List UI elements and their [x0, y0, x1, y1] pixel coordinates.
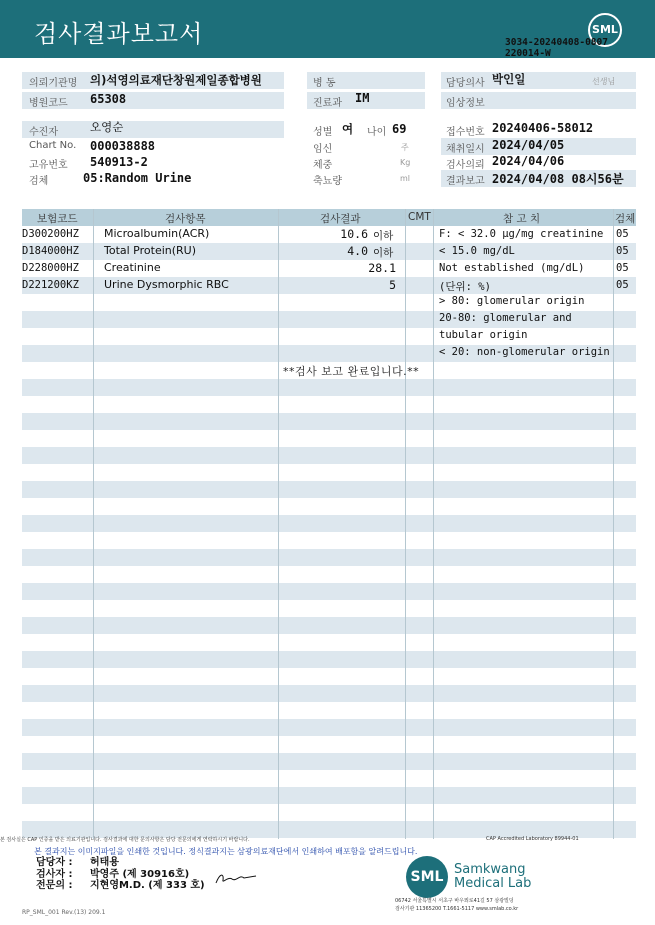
clinical-info-label: 임상정보	[446, 98, 485, 109]
institution-value: 의)석영의료재단창원제일종합병원	[90, 73, 262, 87]
row-result: 10.6	[340, 227, 368, 241]
form-id: RP_SML_001 Rev.(13) 209.1	[22, 909, 106, 916]
age-label: 나이	[367, 127, 387, 138]
table-row-band	[22, 753, 636, 770]
hospital-code-value: 65308	[90, 92, 127, 106]
col-header-specimen: 검체	[615, 213, 636, 225]
table-row-band	[22, 549, 636, 566]
urine-volume-unit: ml	[400, 174, 411, 183]
institution-label: 의뢰기관명	[29, 78, 78, 89]
report-completion-message: **검사 보고 완료입니다.**	[283, 365, 420, 378]
signer-value: 허태용	[90, 857, 119, 868]
column-divider	[433, 209, 434, 839]
receipt-no-value: 20240406-58012	[492, 121, 594, 135]
table-row-band	[22, 719, 636, 736]
row-specimen: 05	[616, 245, 629, 257]
request-date-label: 검사의뢰	[446, 160, 485, 171]
weight-unit: Kg	[400, 158, 411, 167]
row-result: 5	[389, 278, 396, 292]
table-row-band	[22, 583, 636, 600]
reference-line: 20-80: glomerular and	[439, 312, 572, 324]
row-result: 4.0	[347, 244, 368, 258]
table-row-band	[22, 787, 636, 804]
patient-name-value: 오영순	[90, 120, 124, 134]
report-date-label: 결과보고	[446, 176, 485, 187]
col-header-result: 검사결과	[320, 213, 361, 225]
department-value: IM	[355, 91, 370, 105]
reference-line: F: < 32.0 μg/mg creatinine	[439, 228, 604, 240]
col-header-insurance-code: 보험코드	[37, 213, 78, 225]
table-row-band	[22, 617, 636, 634]
signer-label: 담당자 :	[36, 857, 73, 868]
fine-print: 본 검사실은 CAP 인증을 받은 의료기관입니다. 검사결과에 대한 문의사항은 담당 전문의에게 연락하시기 바랍니다.	[0, 837, 250, 843]
patient-name-label: 수진자	[29, 127, 58, 138]
table-row-band	[22, 651, 636, 668]
column-divider	[93, 209, 94, 839]
receipt-no-label: 접수번호	[446, 127, 485, 138]
age-value: 69	[392, 122, 407, 136]
lab-name: Samkwang Medical Lab	[454, 862, 532, 891]
image-copy-notice: 본 결과지는 이미지파일을 인쇄한 것입니다. 정식결과지는 삼광의료재단에서 인쇄하여 배포함을 알려드립니다.	[34, 847, 418, 856]
report-number: 3034-20240408-0807 220014-W	[505, 37, 608, 59]
col-header-cmt: CMT	[408, 211, 431, 223]
urine-volume-label: 축뇨량	[313, 176, 342, 187]
sex-label: 성별	[313, 127, 333, 138]
row-result: 28.1	[368, 261, 396, 275]
row-specimen: 05	[616, 279, 629, 291]
row-result-flag: 이하	[373, 247, 394, 259]
specimen-label: 검체	[29, 176, 49, 187]
pregnancy-label: 임신	[313, 144, 333, 155]
specialist-value: 지현영M.D. (제 333 호)	[90, 880, 205, 891]
sex-value: 여	[342, 122, 354, 136]
reference-line: > 80: glomerular origin	[439, 295, 585, 307]
chart-no-value: 000038888	[90, 139, 156, 153]
table-row-band	[22, 379, 636, 396]
col-header-test-item: 검사항목	[165, 213, 206, 225]
unique-no-label: 고유번호	[29, 160, 68, 171]
column-divider	[613, 209, 614, 839]
row-specimen: 05	[616, 262, 629, 274]
pregnancy-unit: 주	[401, 143, 409, 152]
row-result-flag: 이하	[373, 230, 394, 242]
column-divider	[405, 209, 406, 839]
reference-line: < 15.0 mg/dL	[439, 245, 515, 257]
doctor-label: 담당의사	[446, 78, 485, 89]
report-date-value: 2024/04/08 08시56분	[492, 172, 624, 186]
row-test-item: Creatinine	[104, 261, 161, 274]
row-test-item: Total Protein(RU)	[104, 244, 197, 257]
unique-no-value: 540913-2	[90, 155, 148, 169]
ward-label: 병 동	[313, 78, 336, 89]
row-insurance-code: D300200HZ	[22, 228, 79, 240]
department-label: 진료과	[313, 98, 342, 109]
tester-label: 검사자 :	[36, 869, 73, 880]
sml-logo-icon: SML	[588, 13, 622, 47]
row-insurance-code: D184000HZ	[22, 245, 79, 257]
table-row-band	[22, 481, 636, 498]
column-divider	[278, 209, 279, 839]
signature-icon	[214, 870, 258, 886]
table-row-band	[22, 413, 636, 430]
page-title: 검사결과보고서	[34, 20, 204, 48]
reference-line: (단위: %)	[439, 281, 491, 293]
reference-line: Not established (mg/dL)	[439, 262, 585, 274]
row-insurance-code: D228000HZ	[22, 262, 79, 274]
cap-accreditation: CAP Accredited Laboratory 89944-01	[486, 836, 579, 842]
table-row-band	[22, 515, 636, 532]
specimen-value: 05:Random Urine	[83, 171, 192, 185]
reference-line: tubular origin	[439, 329, 528, 341]
table-row-band	[22, 447, 636, 464]
weight-label: 체중	[313, 160, 333, 171]
doctor-value: 박인일	[492, 72, 526, 86]
hospital-code-label: 병원코드	[29, 98, 68, 109]
row-test-item: Microalbumin(ACR)	[104, 227, 210, 240]
reference-line: < 20: non-glomerular origin	[439, 346, 610, 358]
collect-date-value: 2024/04/05	[492, 138, 565, 152]
row-test-item: Urine Dysmorphic RBC	[104, 278, 229, 291]
lab-address: 06742 서울특별시 서초구 바우뫼로41길 57 삼광빌딩	[395, 898, 514, 904]
tester-value: 박영주 (제 30916호)	[90, 869, 190, 880]
specialist-label: 전문의 :	[36, 880, 73, 891]
row-insurance-code: D221200KZ	[22, 279, 79, 291]
doctor-suffix: 선생님	[592, 77, 616, 86]
chart-no-label: Chart No.	[29, 140, 77, 151]
request-date-value: 2024/04/06	[492, 154, 565, 168]
lab-contact: 검사기관 11365200 T.1661-5117 www.smlab.co.kr	[395, 906, 519, 912]
lab-logo-icon: SML	[406, 856, 448, 898]
collect-date-label: 채취일시	[446, 144, 485, 155]
info-strip	[22, 121, 284, 138]
col-header-reference: 참 고 치	[503, 213, 541, 225]
table-row-band	[22, 685, 636, 702]
row-specimen: 05	[616, 228, 629, 240]
